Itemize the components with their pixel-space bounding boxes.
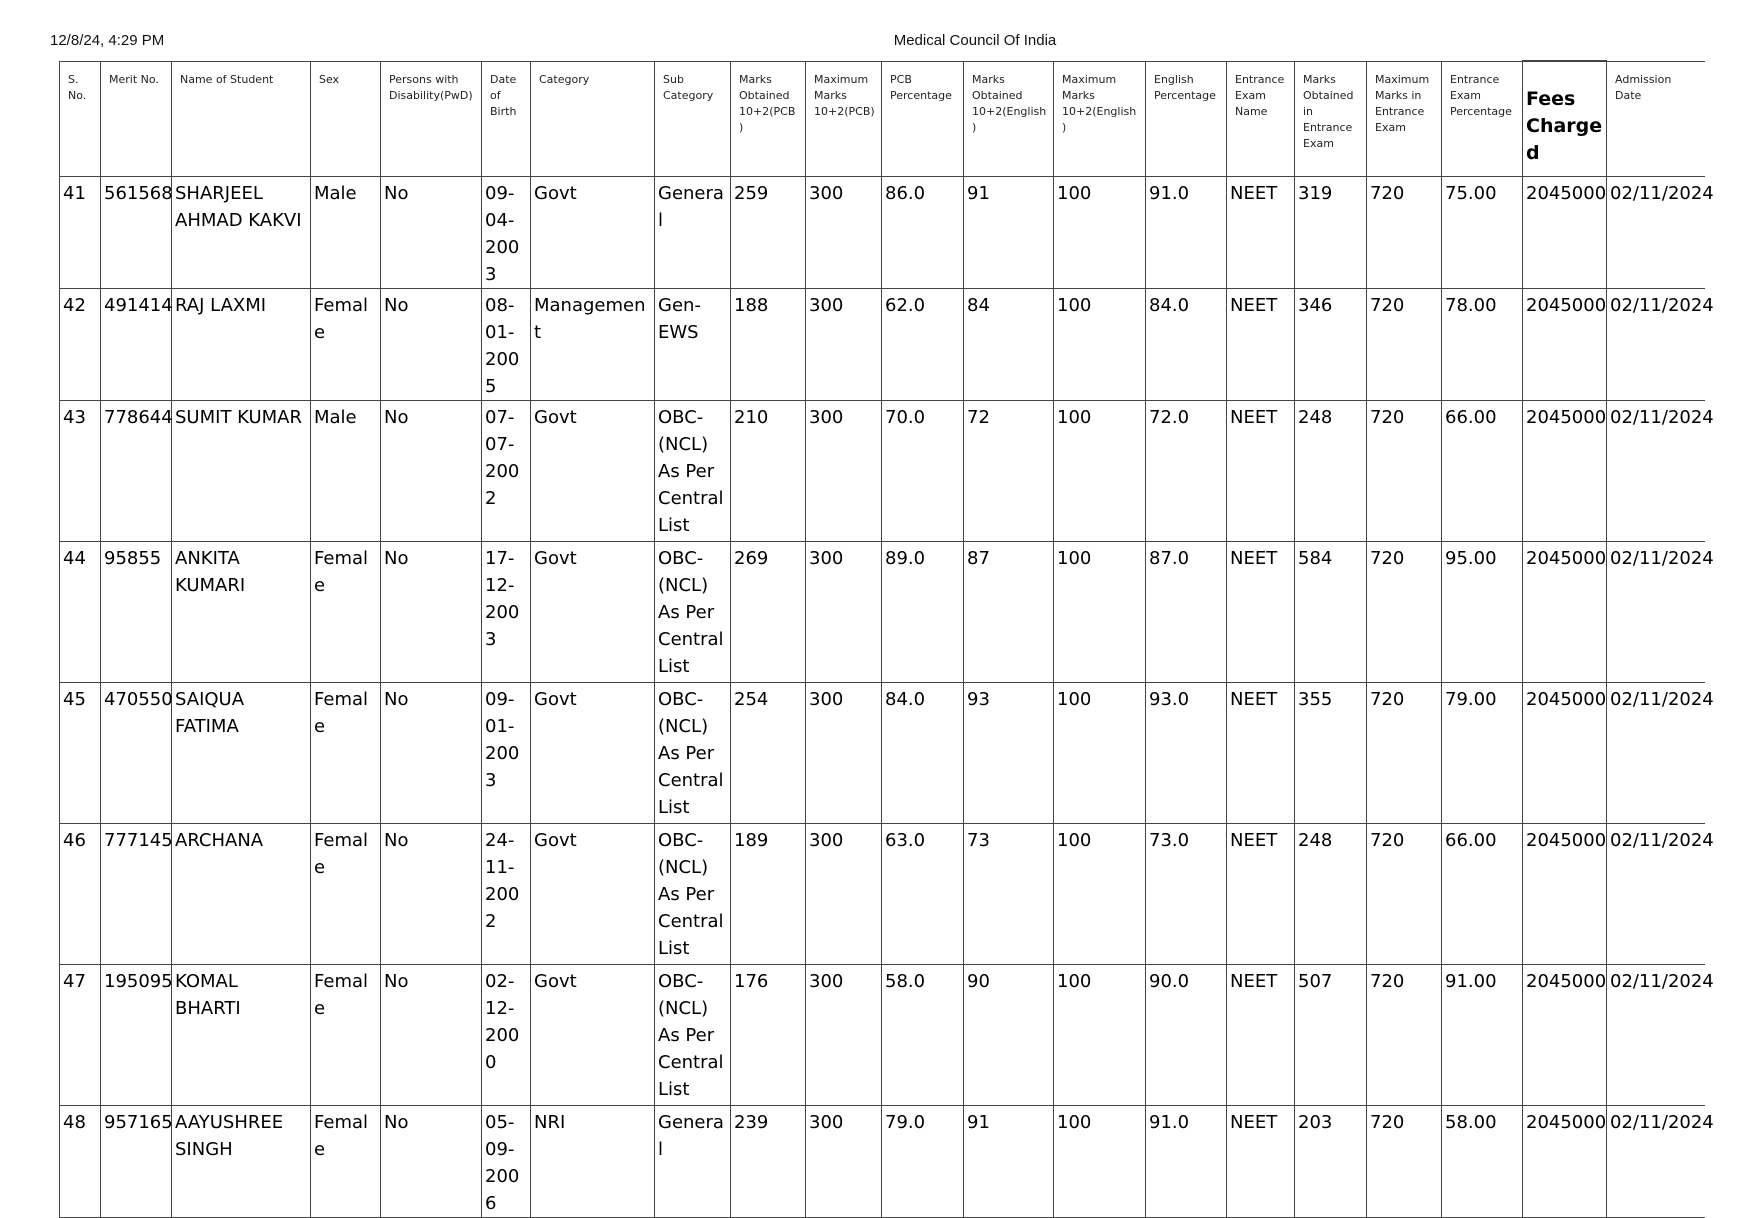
cell-date-of-birth: 17-12-2003 bbox=[482, 542, 531, 683]
cell-fees-charged: 2045000 bbox=[1523, 824, 1607, 965]
cell-student-name: ANKITA KUMARI bbox=[172, 542, 311, 683]
cell-marks-english: 93 bbox=[964, 683, 1054, 824]
column-header: S. No. bbox=[60, 61, 101, 177]
cell-sex: Female bbox=[311, 1106, 381, 1218]
cell-fees-charged: 2045000 bbox=[1523, 401, 1607, 542]
cell-max-marks-entrance: 720 bbox=[1367, 542, 1442, 683]
cell-english-percentage: 72.0 bbox=[1146, 401, 1227, 542]
cell-s-no: 41 bbox=[60, 177, 101, 289]
cell-marks-english: 90 bbox=[964, 965, 1054, 1106]
cell-sub-category: OBC-(NCL) As Per Central List bbox=[655, 401, 731, 542]
cell-sex: Male bbox=[311, 401, 381, 542]
cell-pwd: No bbox=[381, 177, 482, 289]
column-header: Admission Date bbox=[1607, 61, 1705, 177]
cell-entrance-percentage: 79.00 bbox=[1442, 683, 1523, 824]
cell-max-marks-english: 100 bbox=[1054, 965, 1146, 1106]
cell-student-name: AAYUSHREE SINGH bbox=[172, 1106, 311, 1218]
cell-pwd: No bbox=[381, 824, 482, 965]
cell-admission-date: 02/11/2024 bbox=[1607, 965, 1705, 1106]
cell-date-of-birth: 09-01-2003 bbox=[482, 683, 531, 824]
cell-max-marks-entrance: 720 bbox=[1367, 177, 1442, 289]
cell-pcb-percentage: 84.0 bbox=[882, 683, 964, 824]
cell-admission-date: 02/11/2024 bbox=[1607, 1106, 1705, 1218]
cell-sub-category: General bbox=[655, 177, 731, 289]
cell-max-marks-entrance: 720 bbox=[1367, 289, 1442, 401]
cell-marks-entrance: 346 bbox=[1295, 289, 1367, 401]
cell-marks-pcb: 259 bbox=[731, 177, 806, 289]
cell-s-no: 48 bbox=[60, 1106, 101, 1218]
column-header: English Percentage bbox=[1146, 61, 1227, 177]
cell-admission-date: 02/11/2024 bbox=[1607, 824, 1705, 965]
cell-max-marks-pcb: 300 bbox=[806, 542, 882, 683]
cell-entrance-percentage: 58.00 bbox=[1442, 1106, 1523, 1218]
column-header: Merit No. bbox=[101, 61, 172, 177]
cell-pwd: No bbox=[381, 401, 482, 542]
cell-english-percentage: 91.0 bbox=[1146, 1106, 1227, 1218]
cell-s-no: 42 bbox=[60, 289, 101, 401]
cell-pcb-percentage: 62.0 bbox=[882, 289, 964, 401]
cell-category: Govt bbox=[531, 401, 655, 542]
cell-sex: Female bbox=[311, 542, 381, 683]
cell-entrance-exam-name: NEET bbox=[1227, 289, 1295, 401]
column-header: Marks Obtained 10+2(English) bbox=[964, 61, 1054, 177]
cell-merit-no: 778644 bbox=[101, 401, 172, 542]
cell-marks-english: 91 bbox=[964, 1106, 1054, 1218]
cell-marks-pcb: 269 bbox=[731, 542, 806, 683]
cell-fees-charged: 2045000 bbox=[1523, 965, 1607, 1106]
cell-max-marks-entrance: 720 bbox=[1367, 824, 1442, 965]
cell-pcb-percentage: 70.0 bbox=[882, 401, 964, 542]
cell-sex: Female bbox=[311, 965, 381, 1106]
cell-pcb-percentage: 63.0 bbox=[882, 824, 964, 965]
cell-fees-charged: 2045000 bbox=[1523, 1106, 1607, 1218]
column-header: Entrance Exam Name bbox=[1227, 61, 1295, 177]
cell-student-name: SUMIT KUMAR bbox=[172, 401, 311, 542]
cell-sex: Female bbox=[311, 824, 381, 965]
cell-max-marks-entrance: 720 bbox=[1367, 1106, 1442, 1218]
cell-entrance-percentage: 95.00 bbox=[1442, 542, 1523, 683]
cell-category: NRI bbox=[531, 1106, 655, 1218]
cell-max-marks-entrance: 720 bbox=[1367, 683, 1442, 824]
cell-entrance-percentage: 75.00 bbox=[1442, 177, 1523, 289]
cell-student-name: RAJ LAXMI bbox=[172, 289, 311, 401]
cell-pwd: No bbox=[381, 683, 482, 824]
cell-marks-english: 72 bbox=[964, 401, 1054, 542]
cell-category: Govt bbox=[531, 542, 655, 683]
cell-admission-date: 02/11/2024 bbox=[1607, 289, 1705, 401]
cell-category: Govt bbox=[531, 965, 655, 1106]
cell-s-no: 45 bbox=[60, 683, 101, 824]
column-header: Entrance Exam Percentage bbox=[1442, 61, 1523, 177]
cell-date-of-birth: 08-01-2005 bbox=[482, 289, 531, 401]
cell-entrance-exam-name: NEET bbox=[1227, 683, 1295, 824]
table-row bbox=[60, 401, 1705, 542]
cell-sex: Female bbox=[311, 289, 381, 401]
cell-merit-no: 777145 bbox=[101, 824, 172, 965]
cell-entrance-exam-name: NEET bbox=[1227, 401, 1295, 542]
table-row bbox=[60, 683, 1705, 824]
cell-student-name: ARCHANA bbox=[172, 824, 311, 965]
cell-marks-english: 73 bbox=[964, 824, 1054, 965]
cell-marks-entrance: 248 bbox=[1295, 824, 1367, 965]
page-title: Medical Council Of India bbox=[893, 32, 1057, 49]
cell-max-marks-english: 100 bbox=[1054, 1106, 1146, 1218]
cell-sub-category: General bbox=[655, 1106, 731, 1218]
cell-pcb-percentage: 89.0 bbox=[882, 542, 964, 683]
cell-marks-pcb: 239 bbox=[731, 1106, 806, 1218]
column-header: Marks Obtained in Entrance Exam bbox=[1295, 61, 1367, 177]
cell-category: Govt bbox=[531, 824, 655, 965]
cell-admission-date: 02/11/2024 bbox=[1607, 401, 1705, 542]
cell-merit-no: 561568 bbox=[101, 177, 172, 289]
cell-marks-entrance: 203 bbox=[1295, 1106, 1367, 1218]
cell-merit-no: 195095 bbox=[101, 965, 172, 1106]
cell-max-marks-pcb: 300 bbox=[806, 1106, 882, 1218]
table-header-row bbox=[60, 61, 1705, 177]
cell-student-name: SAIQUA FATIMA bbox=[172, 683, 311, 824]
column-header: PCB Percentage bbox=[882, 61, 964, 177]
cell-pwd: No bbox=[381, 542, 482, 683]
cell-marks-entrance: 319 bbox=[1295, 177, 1367, 289]
cell-admission-date: 02/11/2024 bbox=[1607, 683, 1705, 824]
cell-entrance-exam-name: NEET bbox=[1227, 965, 1295, 1106]
cell-entrance-exam-name: NEET bbox=[1227, 1106, 1295, 1218]
cell-student-name: SHARJEEL AHMAD KAKVI bbox=[172, 177, 311, 289]
column-header: Maximum Marks in Entrance Exam bbox=[1367, 61, 1442, 177]
cell-marks-pcb: 254 bbox=[731, 683, 806, 824]
column-header: Sex bbox=[311, 61, 381, 177]
cell-entrance-exam-name: NEET bbox=[1227, 177, 1295, 289]
cell-merit-no: 491414 bbox=[101, 289, 172, 401]
cell-entrance-percentage: 91.00 bbox=[1442, 965, 1523, 1106]
column-header: Sub Category bbox=[655, 61, 731, 177]
cell-marks-pcb: 189 bbox=[731, 824, 806, 965]
cell-english-percentage: 73.0 bbox=[1146, 824, 1227, 965]
table-row bbox=[60, 542, 1705, 683]
cell-marks-entrance: 584 bbox=[1295, 542, 1367, 683]
column-header: Category bbox=[531, 61, 655, 177]
cell-fees-charged: 2045000 bbox=[1523, 177, 1607, 289]
table-row bbox=[60, 824, 1705, 965]
column-header: Name of Student bbox=[172, 61, 311, 177]
table-row bbox=[60, 289, 1705, 401]
cell-pwd: No bbox=[381, 965, 482, 1106]
cell-max-marks-pcb: 300 bbox=[806, 177, 882, 289]
column-header: Maximum Marks 10+2(PCB) bbox=[806, 61, 882, 177]
cell-s-no: 44 bbox=[60, 542, 101, 683]
cell-marks-entrance: 355 bbox=[1295, 683, 1367, 824]
cell-category: Management bbox=[531, 289, 655, 401]
cell-marks-pcb: 210 bbox=[731, 401, 806, 542]
cell-entrance-percentage: 66.00 bbox=[1442, 401, 1523, 542]
cell-fees-charged: 2045000 bbox=[1523, 542, 1607, 683]
column-header: Persons with Disability(PwD) bbox=[381, 61, 482, 177]
cell-category: Govt bbox=[531, 683, 655, 824]
cell-sub-category: OBC-(NCL) As Per Central List bbox=[655, 824, 731, 965]
cell-admission-date: 02/11/2024 bbox=[1607, 542, 1705, 683]
cell-sub-category: OBC-(NCL) As Per Central List bbox=[655, 683, 731, 824]
cell-marks-english: 91 bbox=[964, 177, 1054, 289]
cell-max-marks-pcb: 300 bbox=[806, 401, 882, 542]
cell-max-marks-entrance: 720 bbox=[1367, 401, 1442, 542]
cell-entrance-exam-name: NEET bbox=[1227, 824, 1295, 965]
cell-marks-entrance: 248 bbox=[1295, 401, 1367, 542]
cell-marks-english: 87 bbox=[964, 542, 1054, 683]
cell-date-of-birth: 05-09-2006 bbox=[482, 1106, 531, 1218]
cell-sub-category: OBC-(NCL) As Per Central List bbox=[655, 965, 731, 1106]
cell-pwd: No bbox=[381, 1106, 482, 1218]
cell-sex: Female bbox=[311, 683, 381, 824]
cell-max-marks-english: 100 bbox=[1054, 683, 1146, 824]
cell-date-of-birth: 24-11-2002 bbox=[482, 824, 531, 965]
cell-sub-category: Gen-EWS bbox=[655, 289, 731, 401]
cell-pwd: No bbox=[381, 289, 482, 401]
cell-marks-pcb: 176 bbox=[731, 965, 806, 1106]
cell-max-marks-english: 100 bbox=[1054, 401, 1146, 542]
cell-fees-charged: 2045000 bbox=[1523, 683, 1607, 824]
table-row bbox=[60, 1106, 1705, 1218]
cell-entrance-exam-name: NEET bbox=[1227, 542, 1295, 683]
admissions-table bbox=[59, 60, 1714, 1218]
cell-admission-date: 02/11/2024 bbox=[1607, 177, 1705, 289]
print-date: 12/8/24, 4:29 PM bbox=[50, 32, 165, 49]
cell-category: Govt bbox=[531, 177, 655, 289]
cell-date-of-birth: 07-07-2002 bbox=[482, 401, 531, 542]
cell-max-marks-pcb: 300 bbox=[806, 683, 882, 824]
cell-english-percentage: 91.0 bbox=[1146, 177, 1227, 289]
column-header: Marks Obtained 10+2(PCB) bbox=[731, 61, 806, 177]
cell-merit-no: 470550 bbox=[101, 683, 172, 824]
column-header: Maximum Marks 10+2(English) bbox=[1054, 61, 1146, 177]
column-header-fees: Fees Charged bbox=[1523, 61, 1607, 177]
cell-max-marks-english: 100 bbox=[1054, 289, 1146, 401]
cell-max-marks-pcb: 300 bbox=[806, 965, 882, 1106]
cell-student-name: KOMAL BHARTI bbox=[172, 965, 311, 1106]
table-body bbox=[60, 177, 1714, 1218]
cell-max-marks-pcb: 300 bbox=[806, 824, 882, 965]
cell-pcb-percentage: 79.0 bbox=[882, 1106, 964, 1218]
column-header: Date of Birth bbox=[482, 61, 531, 177]
table-row bbox=[60, 177, 1705, 289]
cell-entrance-percentage: 66.00 bbox=[1442, 824, 1523, 965]
cell-english-percentage: 93.0 bbox=[1146, 683, 1227, 824]
cell-max-marks-english: 100 bbox=[1054, 542, 1146, 683]
cell-pcb-percentage: 86.0 bbox=[882, 177, 964, 289]
cell-marks-pcb: 188 bbox=[731, 289, 806, 401]
cell-pcb-percentage: 58.0 bbox=[882, 965, 964, 1106]
cell-marks-english: 84 bbox=[964, 289, 1054, 401]
cell-sub-category: OBC-(NCL) As Per Central List bbox=[655, 542, 731, 683]
cell-english-percentage: 84.0 bbox=[1146, 289, 1227, 401]
cell-merit-no: 957165 bbox=[101, 1106, 172, 1218]
cell-merit-no: 95855 bbox=[101, 542, 172, 683]
cell-max-marks-pcb: 300 bbox=[806, 289, 882, 401]
table-row bbox=[60, 965, 1705, 1106]
cell-english-percentage: 87.0 bbox=[1146, 542, 1227, 683]
cell-max-marks-english: 100 bbox=[1054, 824, 1146, 965]
cell-marks-entrance: 507 bbox=[1295, 965, 1367, 1106]
cell-max-marks-entrance: 720 bbox=[1367, 965, 1442, 1106]
cell-date-of-birth: 09-04-2003 bbox=[482, 177, 531, 289]
cell-s-no: 46 bbox=[60, 824, 101, 965]
cell-s-no: 43 bbox=[60, 401, 101, 542]
cell-max-marks-english: 100 bbox=[1054, 177, 1146, 289]
cell-english-percentage: 90.0 bbox=[1146, 965, 1227, 1106]
cell-sex: Male bbox=[311, 177, 381, 289]
cell-date-of-birth: 02-12-2000 bbox=[482, 965, 531, 1106]
cell-s-no: 47 bbox=[60, 965, 101, 1106]
cell-fees-charged: 2045000 bbox=[1523, 289, 1607, 401]
cell-entrance-percentage: 78.00 bbox=[1442, 289, 1523, 401]
